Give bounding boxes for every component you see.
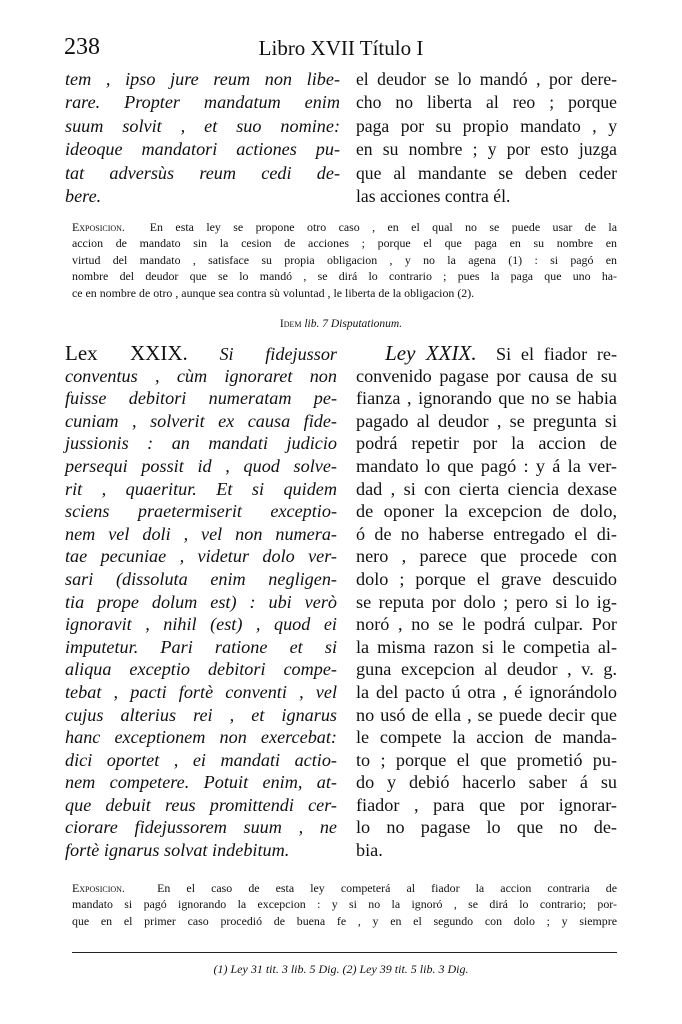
lex-latin-line: nem competere. Potuit enim, at- <box>65 772 337 793</box>
latin-line: ideoque mandatori actiones pu- <box>65 139 340 160</box>
lex-latin-line: imputetur. Pari ratione et si <box>65 636 337 657</box>
ley-spanish-line: podrá repetir por la accion de <box>356 433 617 454</box>
lex-latin-line: conventus , cùm ignoraret non <box>65 365 337 386</box>
lex-latin-line: cujus alterius rei , et ignarus <box>65 704 337 725</box>
lex-latin-line: rit , quaeritur. Et si quidem <box>65 478 337 499</box>
lex-latin-line: jussionis : an mandati judicio <box>65 433 337 454</box>
lex-latin-line: nem vel doli , vel non numera- <box>65 523 337 544</box>
lex-latin-line: ignoravit , nihil (est) , quod ei <box>65 614 337 635</box>
lex-latin-line: sari (dissoluta enim negligen- <box>65 568 337 589</box>
ley-spanish-line: guna excepcion al deudor , v. g. <box>356 659 617 680</box>
exposicion-line <box>72 219 617 235</box>
attribution-author: Idem <box>279 318 302 330</box>
lex-latin-column <box>65 342 337 862</box>
lex-latin-line: tia prope dolum est) : ubi verò <box>65 591 337 612</box>
ley-spanish-line: noró , no se le podrá culpar. Por <box>356 614 617 635</box>
footnotes: (1) Ley 31 tit. 3 lib. 5 Dig. (2) Ley 39 tit. 5 lib. 3 Dig. <box>213 962 469 976</box>
exposicion-line: nombre del deudor que se lo mandó , se dirá lo contrario ; pues la paga que uno ha- <box>72 269 617 284</box>
ley-spanish-line: pagado al deudor , se pregunta si <box>356 410 617 431</box>
lex-latin-line: tae pecuniae , videtur dolo ver- <box>65 546 337 567</box>
lex-latin-line: aliqua exceptio debitori compe- <box>65 659 337 680</box>
ley-spanish-line: no usó de ella , se puede decir que <box>356 704 617 725</box>
ley-heading: Ley XXIX. <box>385 341 477 365</box>
ley-spanish-line: bia. <box>356 840 383 861</box>
exposicion-commentary-1 <box>72 219 617 301</box>
lex-latin-line: tebat , pacti fortè conventi , vel <box>65 681 337 702</box>
ley-spanish-line: mandato lo que pagó : y á la ver- <box>356 455 617 476</box>
ley-spanish-line: convenido pagase por causa de su <box>356 365 617 386</box>
lex-latin-line: dici oportet , ei mandati actio- <box>65 749 337 770</box>
lex-latin-line: fuisse debitori numeratam pe- <box>65 388 337 409</box>
exposicion-line <box>72 880 617 896</box>
lex-latin-line: cuniam , solverit ex causa fide- <box>65 410 337 431</box>
ley-first-words: Si el fiador re- <box>496 344 618 364</box>
lex-latin-heading-line <box>65 342 337 365</box>
ley-spanish-line: ó de no haberse entregado el di- <box>356 523 617 544</box>
exposicion-line: mandato si pagó ignorando la excepcion : y si no la ignoró , se dirá lo contrario; por- <box>72 897 617 912</box>
lex-heading: Lex XXIX. <box>65 341 188 365</box>
footnote-rule <box>72 952 617 953</box>
latin-line: tem , ipso jure reum non libe- <box>65 69 340 89</box>
lex-latin-line: persequi possit id , quod solve- <box>65 455 337 476</box>
attribution-work: lib. 7 Disputationum. <box>304 318 403 330</box>
latin-line: tat adversùs reum cedi de- <box>65 162 340 183</box>
latin-line: suum solvit , et suo nomine: <box>65 115 340 136</box>
ley-spanish-line: la misma razon si le competia al- <box>356 636 617 657</box>
ley-spanish-line: fianza , ignorando que no se habia <box>356 388 617 409</box>
latin-line: bere. <box>65 185 102 206</box>
exposicion-label: Exposicion. <box>72 881 125 895</box>
spanish-line: paga por su propio mandato , y <box>356 115 617 136</box>
ley-spanish-line: le compete la accion de manda- <box>356 727 617 748</box>
exposicion-line: ce en nombre de otro , aunque sea contra sù voluntad , le liberta de la obligacion (2). <box>72 285 475 300</box>
attribution-line <box>64 318 618 330</box>
lex-first-words: Si fidejussor <box>219 344 337 364</box>
page-header <box>64 34 618 64</box>
ley-spanish-line: la del pacto ú otra , é ignorándolo <box>356 681 617 702</box>
exposicion-first-line: En el caso de esta ley competerá al fiador la accion contraria de <box>157 881 617 895</box>
spanish-text-continued <box>356 68 617 208</box>
ley-spanish-line: do y debió hacerlo saber á su <box>356 772 617 793</box>
latin-line: rare. Propter mandatum enim <box>65 92 340 113</box>
exposicion-line: que en el primer caso procedió de buena fe , y en el segundo con dolo ; y siempre <box>72 913 617 928</box>
ley-spanish-line: de oponer la excepcion de dolo, <box>356 501 617 522</box>
exposicion-line: virtud del mandato , satisface su propia obligacion , y no la agena (1) : si pagó en <box>72 252 617 267</box>
running-title: Libro XVII Título I <box>258 36 424 60</box>
ley-spanish-heading-line <box>356 342 617 365</box>
spanish-line: el deudor se lo mandó , por dere- <box>356 69 617 89</box>
lex-latin-line: hanc exceptionem non exercebat: <box>65 727 337 748</box>
spanish-line: las acciones contra él. <box>356 185 511 206</box>
lex-latin-line: sciens praetermiserit exceptio- <box>65 501 337 522</box>
page-number: 238 <box>64 34 100 60</box>
ley-spanish-line: lo no pagase lo que no de- <box>356 817 617 838</box>
spanish-line: en su nombre ; y por esto juzga <box>356 139 617 160</box>
latin-text-continued <box>65 68 340 208</box>
exposicion-commentary-2 <box>72 880 617 929</box>
exposicion-line: accion de mandato sin la cesion de acciones ; porque el que paga en su nombre en <box>72 236 617 251</box>
ley-spanish-line: dolo ; porque el grave descuido <box>356 568 617 589</box>
ley-spanish-line: nero , parece que procede con <box>356 546 617 567</box>
lex-latin-line: fortè ignarus solvat indebitum. <box>65 840 290 861</box>
lex-latin-line: ciorare fidejussorem suum , ne <box>65 817 337 838</box>
lex-latin-line: que debuit reus promittendi cer- <box>65 794 337 815</box>
exposicion-label: Exposicion. <box>72 220 125 234</box>
ley-spanish-line: dad , si con cierta ciencia dexase <box>356 478 617 499</box>
ley-spanish-column <box>356 342 617 862</box>
exposicion-first-line: En esta ley se propone otro caso , en el qual no se puede usar de la <box>149 220 618 234</box>
ley-spanish-line: se reputa por dolo ; pero si lo ig- <box>356 591 617 612</box>
ley-spanish-line: to ; porque el que prometió pu- <box>356 749 617 770</box>
spanish-line: cho no liberta al reo ; porque <box>356 92 617 113</box>
spanish-line: que al mandante se deben ceder <box>356 162 617 183</box>
ley-spanish-line: fiador , para que por ignorar- <box>356 794 617 815</box>
